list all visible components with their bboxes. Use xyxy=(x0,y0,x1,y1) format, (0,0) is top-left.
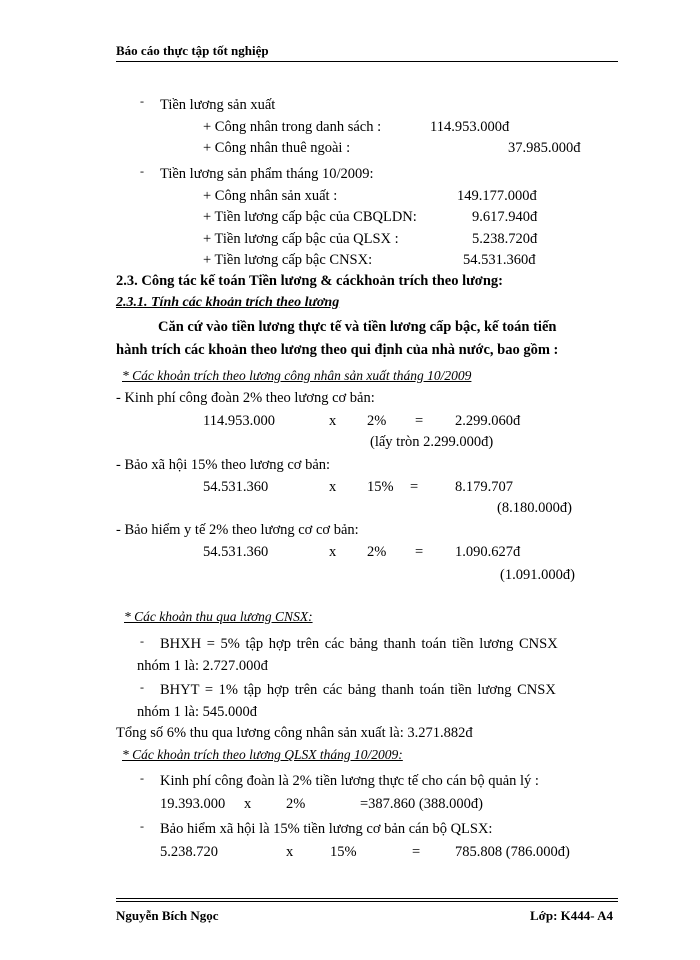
product-row-label: + Tiền lương cấp bậc CNSX: xyxy=(203,252,373,268)
union-fee-label: - Kinh phí công đoàn 2% theo lương cơ bản: xyxy=(116,390,375,406)
mgmt-union-label: Kinh phí công đoàn là 2% tiền lương thực tế cho cán bộ quản lý : xyxy=(160,773,539,789)
intro-line-1: Căn cứ vào tiền lương thực tế và tiền lương cấp bậc, kế toán tiến xyxy=(158,319,557,335)
header-rule xyxy=(116,61,618,62)
bhyt-line-1: BHYT = 1% tập hợp trên các bảng thanh toán tiền lương CNSX xyxy=(160,682,556,698)
bullet-dash: - xyxy=(140,634,144,648)
production-row-value: 114.953.000đ xyxy=(430,119,510,135)
social-insurance-label: - Bảo xã hội 15% theo lương cơ bản: xyxy=(116,457,331,473)
mgmt-social-label: Bảo hiểm xã hội là 15% tiền lương cơ bản cán bộ QLSX: xyxy=(160,821,493,837)
calc-equals: = xyxy=(415,413,424,429)
calc-rate: 2% xyxy=(367,544,387,560)
product-row-label: + Tiền lương cấp bậc của QLSX : xyxy=(203,231,399,247)
bullet-dash: - xyxy=(140,94,144,108)
bhxh-line-2: nhóm 1 là: 2.727.000đ xyxy=(137,658,268,674)
bhyt-line-2: nhóm 1 là: 545.000đ xyxy=(137,704,258,720)
calc-note: (8.180.000đ) xyxy=(497,500,572,516)
production-row-label: + Công nhân thuê ngoài : xyxy=(203,140,351,156)
bullet-dash: - xyxy=(140,164,144,178)
calc-result: 2.299.060đ xyxy=(455,413,521,429)
worker-deductions-heading: * Các khoản trích theo lương công nhân sản xuất tháng 10/2009 xyxy=(122,368,472,383)
mgmt-social-rate: 15% xyxy=(330,844,357,860)
footer-rule-top xyxy=(116,898,618,899)
bhxh-line-1: BHXH = 5% tập hợp trên các bảng thanh toán tiền lương CNSX xyxy=(160,636,558,652)
health-insurance-label: - Bảo hiểm y tế 2% theo lương cơ cơ bản: xyxy=(116,522,359,538)
bullet-dash: - xyxy=(140,771,144,785)
management-deductions-heading: * Các khoản trích theo lương QLSX tháng 10/2009: xyxy=(122,747,403,762)
page-header-title: Báo cáo thực tập tốt nghiệp xyxy=(116,43,269,58)
product-row-value: 5.238.720đ xyxy=(472,231,538,247)
footer-author: Nguyễn Bích Ngọc xyxy=(116,908,219,923)
calc-equals: = xyxy=(410,479,419,495)
collections-total: Tổng số 6% thu qua lương công nhân sản xuất là: 3.271.882đ xyxy=(116,725,473,741)
mgmt-union-rate: 2% xyxy=(286,796,306,812)
calc-times: x xyxy=(329,479,337,495)
calc-result: 8.179.707 xyxy=(455,479,513,495)
product-row-label: + Công nhân sản xuất : xyxy=(203,188,338,204)
mgmt-social-base: 5.238.720 xyxy=(160,844,218,860)
product-row-value: 149.177.000đ xyxy=(457,188,537,204)
calc-base: 114.953.000 xyxy=(203,413,275,429)
production-wages-label: Tiền lương sản xuất xyxy=(160,97,276,113)
mgmt-social-equals: = xyxy=(412,844,421,860)
calc-times: x xyxy=(329,544,337,560)
section-2-3-1-heading: 2.3.1. Tính các khoản trích theo lương xyxy=(116,295,340,310)
product-wages-label: Tiền lương sản phẩm tháng 10/2009: xyxy=(160,166,374,182)
mgmt-union-base: 19.393.000 xyxy=(160,796,226,812)
product-row-value: 9.617.940đ xyxy=(472,209,538,225)
mgmt-union-times: x xyxy=(244,796,252,812)
section-2-3-heading: 2.3. Công tác kế toán Tiền lương & cáckhoản trích theo lương: xyxy=(116,273,503,289)
calc-result: 1.090.627đ xyxy=(455,544,521,560)
calc-note: (lấy tròn 2.299.000đ) xyxy=(370,434,494,450)
collections-heading: * Các khoản thu qua lương CNSX: xyxy=(124,609,313,624)
calc-base: 54.531.360 xyxy=(203,544,269,560)
calc-base: 54.531.360 xyxy=(203,479,269,495)
calc-equals: = xyxy=(415,544,424,560)
calc-times: x xyxy=(329,413,337,429)
calc-note: (1.091.000đ) xyxy=(500,567,575,583)
footer-rule-bottom xyxy=(116,901,618,902)
mgmt-social-times: x xyxy=(286,844,294,860)
footer-class: Lớp: K444- A4 xyxy=(530,908,614,923)
calc-rate: 2% xyxy=(367,413,387,429)
production-row-value: 37.985.000đ xyxy=(508,140,581,156)
product-row-value: 54.531.360đ xyxy=(463,252,536,268)
product-row-label: + Tiền lương cấp bậc của CBQLDN: xyxy=(203,209,417,225)
intro-line-2: hành trích các khoản theo lương theo qui định của nhà nước, bao gồm : xyxy=(116,342,559,358)
mgmt-social-result: 785.808 (786.000đ) xyxy=(455,844,570,860)
calc-rate: 15% xyxy=(367,479,394,495)
mgmt-union-result: =387.860 (388.000đ) xyxy=(360,796,483,812)
production-row-label: + Công nhân trong danh sách : xyxy=(203,119,382,135)
bullet-dash: - xyxy=(140,680,144,694)
bullet-dash: - xyxy=(140,819,144,833)
